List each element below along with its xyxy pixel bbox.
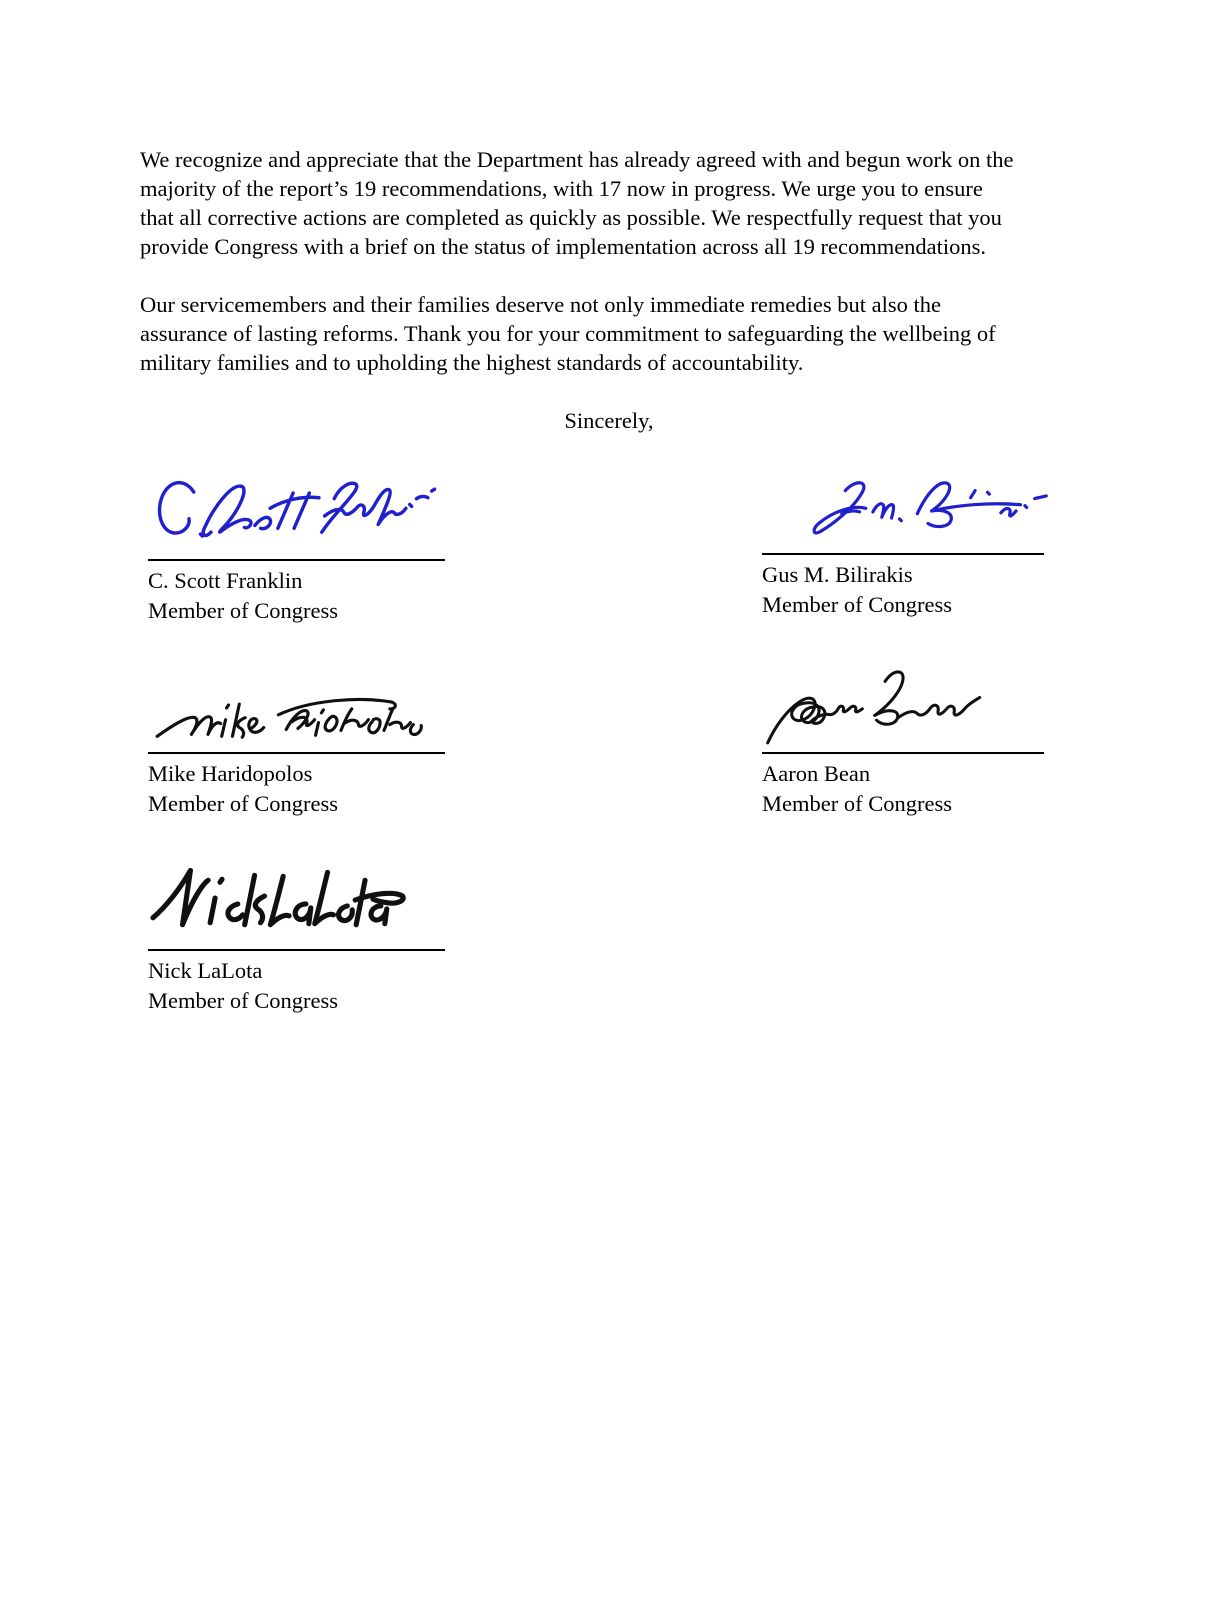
bean-signature-ink — [762, 662, 1046, 750]
text-line: Our servicemembers and their families deserve not only immediate remedies but also the — [140, 292, 941, 317]
bilirakis-signature-strokes — [814, 483, 1046, 533]
signature-line — [148, 559, 445, 561]
signature-block-franklin — [148, 471, 762, 626]
text-line: We recognize and appreciate that the Department has already agreed with and begun work on the — [140, 147, 1014, 172]
text-line: provide Congress with a brief on the status of implementation across all 19 recommendations. — [140, 234, 987, 259]
text-line: that all corrective actions are completed as quickly as possible. We respectfully request that you — [140, 205, 1002, 230]
bean-signature-strokes — [768, 672, 980, 743]
signee-name: Aaron Bean — [762, 761, 871, 786]
haridopolos-signature-ink — [148, 662, 444, 750]
signee-name: C. Scott Franklin — [148, 568, 303, 593]
signature-row-3 — [148, 855, 1078, 1016]
lalota-signature-ink — [148, 855, 444, 947]
closing-sincerely: Sincerely, — [564, 408, 654, 433]
signature-line — [148, 949, 445, 951]
signee-name: Mike Haridopolos — [148, 761, 313, 786]
signee-title: Member of Congress — [148, 598, 338, 623]
bilirakis-signature-ink — [780, 471, 1060, 551]
signee-title: Member of Congress — [148, 791, 338, 816]
signature-block-haridopolos — [148, 662, 762, 819]
signature-block-bean — [762, 662, 1078, 819]
signature-line — [762, 553, 1044, 555]
text-line: majority of the report’s 19 recommendations, with 17 now in progress. We urge you to ensure — [140, 176, 983, 201]
signature-row-1 — [148, 471, 1078, 626]
paragraph-recommendations — [140, 145, 1078, 261]
haridopolos-signature-strokes — [157, 699, 421, 737]
signature-row-2 — [148, 662, 1078, 819]
signee-title: Member of Congress — [148, 988, 338, 1013]
signature-block-lalota — [148, 855, 762, 1016]
franklin-signature-strokes — [160, 483, 435, 536]
signee-name: Gus M. Bilirakis — [762, 562, 913, 587]
signee-title: Member of Congress — [762, 592, 952, 617]
signature-line — [762, 752, 1044, 754]
signature-line — [148, 752, 445, 754]
paragraph-families — [140, 290, 1078, 377]
signee-name: Nick LaLota — [148, 958, 263, 983]
lalota-signature-strokes — [153, 870, 403, 924]
text-line: military families and to upholding the highest standards of accountability. — [140, 350, 804, 375]
franklin-signature-ink — [148, 471, 444, 557]
signature-block-bilirakis — [762, 471, 1078, 620]
text-line: assurance of lasting reforms. Thank you for your commitment to safeguarding the wellbeing of — [140, 321, 996, 346]
signee-title: Member of Congress — [762, 791, 952, 816]
